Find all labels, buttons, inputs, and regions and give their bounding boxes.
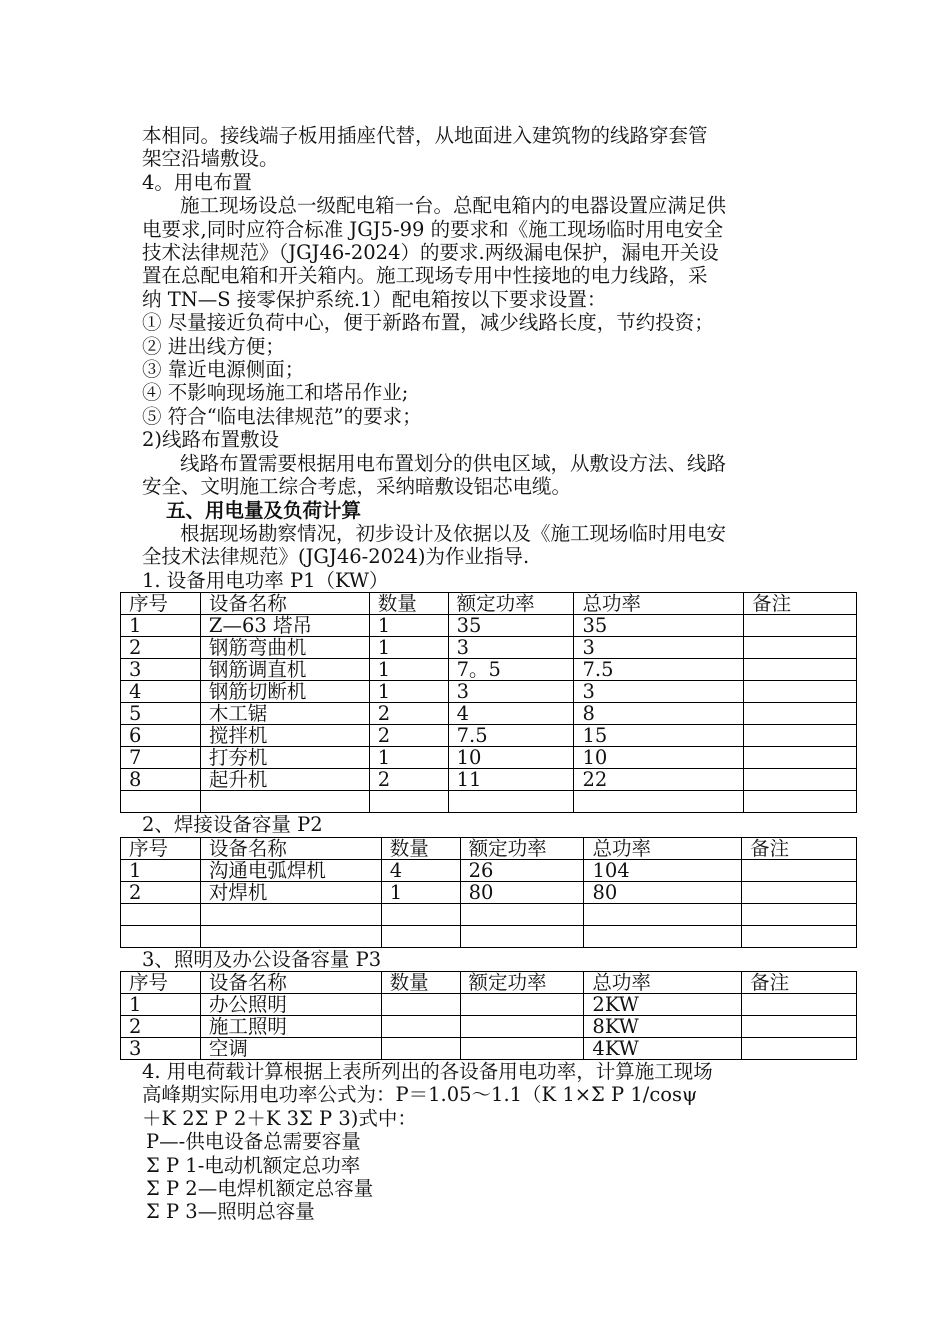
cell: 7.5 bbox=[574, 659, 744, 681]
cell: 11 bbox=[448, 769, 574, 791]
cell bbox=[381, 903, 460, 925]
document-page bbox=[129, 124, 822, 1224]
list-item: ⑤ 符合“临电法律规范”的要求； bbox=[142, 404, 422, 428]
paragraph-line: 技术法律规范》（JGJ46-2024）的要求.两级漏电保护，漏电开关设 bbox=[142, 241, 719, 265]
header-cell: 数量 bbox=[369, 593, 448, 615]
cell bbox=[200, 925, 381, 947]
cell: 6 bbox=[121, 725, 201, 747]
cell: 2 bbox=[121, 637, 201, 659]
cell bbox=[460, 903, 584, 925]
table3-caption: 3、照明及办公设备容量 P3 bbox=[142, 947, 382, 971]
cell: 3 bbox=[448, 681, 574, 703]
cell: 35 bbox=[448, 615, 574, 637]
cell bbox=[381, 993, 460, 1015]
header-cell: 序号 bbox=[121, 593, 201, 615]
list-item: ③ 靠近电源侧面； bbox=[142, 358, 305, 382]
cell: 木工锯 bbox=[200, 703, 369, 725]
cell bbox=[744, 703, 857, 725]
cell: 15 bbox=[574, 725, 744, 747]
cell: 4 bbox=[381, 859, 460, 881]
cell: 8KW bbox=[584, 1015, 742, 1037]
cell bbox=[744, 637, 857, 659]
header-cell: 序号 bbox=[121, 971, 201, 993]
cell: 4 bbox=[121, 681, 201, 703]
table-header-row bbox=[121, 971, 857, 993]
paragraph-line: 本相同。接线端子板用插座代替，从地面进入建筑物的线路穿套管 bbox=[142, 124, 708, 147]
cell: 3 bbox=[574, 637, 744, 659]
header-cell: 数量 bbox=[381, 971, 460, 993]
paragraph-line: 线路布置需要根据用电布置划分的供电区域，从敷设方法、线路 bbox=[180, 451, 727, 475]
header-cell: 额定功率 bbox=[448, 593, 574, 615]
paragraph-line: 全技术法律规范》(JGJ46-2024)为作业指导. bbox=[142, 545, 530, 569]
cell: 钢筋切断机 bbox=[200, 681, 369, 703]
cell: 1 bbox=[369, 681, 448, 703]
cell bbox=[744, 659, 857, 681]
cell: 2 bbox=[369, 725, 448, 747]
table-row bbox=[121, 859, 857, 881]
cell: 5 bbox=[121, 703, 201, 725]
table-row bbox=[121, 1015, 857, 1037]
cell: 起升机 bbox=[200, 769, 369, 791]
cell: 钢筋调直机 bbox=[200, 659, 369, 681]
cell bbox=[742, 859, 857, 881]
paragraph-line: 安全、文明施工综合考虑，采纳暗敷设铝芯电缆。 bbox=[142, 475, 572, 499]
list-item: ④ 不影响现场施工和塔吊作业; bbox=[142, 381, 409, 405]
cell: 26 bbox=[460, 859, 584, 881]
paragraph-line: 施工现场设总一级配电箱一台。总配电箱内的电器设置应满足供 bbox=[180, 194, 727, 218]
cell: 1 bbox=[369, 659, 448, 681]
header-cell: 设备名称 bbox=[200, 593, 369, 615]
cell bbox=[744, 681, 857, 703]
table-row bbox=[121, 747, 857, 769]
cell: 7 bbox=[121, 747, 201, 769]
paragraph-line: ＋K 2Σ P 2＋K 3Σ P 3)式中： bbox=[142, 1106, 417, 1130]
cell: 办公照明 bbox=[200, 993, 381, 1015]
cell: 35 bbox=[574, 615, 744, 637]
cell: 2KW bbox=[584, 993, 742, 1015]
cell: 3 bbox=[121, 1037, 201, 1059]
cell: 3 bbox=[448, 637, 574, 659]
header-cell: 设备名称 bbox=[200, 837, 381, 859]
cell bbox=[742, 1015, 857, 1037]
paragraph-line: 架空沿墙敷设。 bbox=[142, 147, 279, 171]
cell: 搅拌机 bbox=[200, 725, 369, 747]
cell bbox=[744, 615, 857, 637]
definition-line: P—-供电设备总需要容量 bbox=[146, 1130, 361, 1154]
table-row bbox=[121, 703, 857, 725]
cell: 8 bbox=[574, 703, 744, 725]
cell bbox=[460, 1037, 584, 1059]
cell: 4KW bbox=[584, 1037, 742, 1059]
paragraph-line: 置在总配电箱和开关箱内。施工现场专用中性接地的电力线路，采 bbox=[142, 264, 708, 288]
cell: 8 bbox=[121, 769, 201, 791]
cell: 钢筋弯曲机 bbox=[200, 637, 369, 659]
table3 bbox=[120, 971, 857, 1060]
table-row bbox=[121, 1037, 857, 1059]
table-row bbox=[121, 725, 857, 747]
paragraph-line: 根据现场勘察情况，初步设计及依据以及《施工现场临时用电安 bbox=[180, 521, 727, 545]
cell: 1 bbox=[121, 993, 201, 1015]
cell: 3 bbox=[574, 681, 744, 703]
chapter-heading: 五、用电量及负荷计算 bbox=[166, 498, 362, 522]
cell: 施工照明 bbox=[200, 1015, 381, 1037]
section-heading: 4。用电布置 bbox=[142, 170, 252, 194]
cell bbox=[744, 769, 857, 791]
cell bbox=[742, 925, 857, 947]
cell bbox=[200, 791, 369, 813]
header-cell: 总功率 bbox=[574, 593, 744, 615]
definition-line: Σ P 3—照明总容量 bbox=[146, 1200, 315, 1224]
table-row bbox=[121, 615, 857, 637]
cell: 3 bbox=[121, 659, 201, 681]
cell: 1 bbox=[381, 881, 460, 903]
cell bbox=[381, 1037, 460, 1059]
cell bbox=[744, 747, 857, 769]
cell: 1 bbox=[121, 615, 201, 637]
header-cell: 数量 bbox=[381, 837, 460, 859]
table-row bbox=[121, 659, 857, 681]
cell: 1 bbox=[369, 747, 448, 769]
cell bbox=[460, 993, 584, 1015]
table-row bbox=[121, 903, 857, 925]
cell: 空调 bbox=[200, 1037, 381, 1059]
cell: Z—63 塔吊 bbox=[200, 615, 369, 637]
definition-line: Σ P 2—电焊机额定总容量 bbox=[146, 1176, 374, 1200]
cell bbox=[584, 903, 742, 925]
table1-caption: 1. 设备用电功率 P1（KW） bbox=[142, 568, 389, 592]
paragraph-line: 电要求,同时应符合标准 JGJ5-99 的要求和《施工现场临时用电安全 bbox=[142, 217, 724, 241]
cell bbox=[742, 903, 857, 925]
table-row bbox=[121, 637, 857, 659]
cell bbox=[121, 903, 201, 925]
table-row bbox=[121, 791, 857, 813]
cell: 1 bbox=[121, 859, 201, 881]
cell: 沟通电弧焊机 bbox=[200, 859, 381, 881]
cell bbox=[742, 993, 857, 1015]
cell bbox=[381, 925, 460, 947]
cell: 7.5 bbox=[448, 725, 574, 747]
header-cell: 备注 bbox=[742, 837, 857, 859]
paragraph-line: 高峰期实际用电功率公式为：P＝1.05～1.1（K 1×Σ P 1/cosψ bbox=[142, 1083, 698, 1107]
cell bbox=[744, 725, 857, 747]
list-item: ① 尽量接近负荷中心，便于新路布置，减少线路长度，节约投资； bbox=[142, 311, 714, 335]
header-cell: 设备名称 bbox=[200, 971, 381, 993]
table-row bbox=[121, 925, 857, 947]
table-row bbox=[121, 993, 857, 1015]
section-heading: 2)线路布置敷设 bbox=[142, 428, 280, 452]
cell bbox=[121, 925, 201, 947]
cell bbox=[200, 903, 381, 925]
cell: 10 bbox=[574, 747, 744, 769]
table2-caption: 2、焊接设备容量 P2 bbox=[142, 813, 323, 837]
cell bbox=[460, 925, 584, 947]
cell: 4 bbox=[448, 703, 574, 725]
table-row bbox=[121, 681, 857, 703]
cell bbox=[121, 791, 201, 813]
cell: 打夯机 bbox=[200, 747, 369, 769]
cell: 1 bbox=[369, 615, 448, 637]
cell bbox=[369, 791, 448, 813]
paragraph-line: 纳 TN—S 接零保护系统.1）配电箱按以下要求设置： bbox=[142, 287, 607, 311]
list-item: ② 进出线方便； bbox=[142, 334, 285, 358]
cell: 10 bbox=[448, 747, 574, 769]
cell: 104 bbox=[584, 859, 742, 881]
header-cell: 额定功率 bbox=[460, 971, 584, 993]
header-cell: 额定功率 bbox=[460, 837, 584, 859]
header-cell: 序号 bbox=[121, 837, 201, 859]
header-cell: 备注 bbox=[744, 593, 857, 615]
cell: 对焊机 bbox=[200, 881, 381, 903]
cell bbox=[584, 925, 742, 947]
cell bbox=[744, 791, 857, 813]
table-row bbox=[121, 769, 857, 791]
cell bbox=[742, 1037, 857, 1059]
cell bbox=[460, 1015, 584, 1037]
header-cell: 备注 bbox=[742, 971, 857, 993]
cell: 2 bbox=[369, 769, 448, 791]
cell: 2 bbox=[121, 881, 201, 903]
cell bbox=[742, 881, 857, 903]
cell: 2 bbox=[369, 703, 448, 725]
cell bbox=[448, 791, 574, 813]
header-cell: 总功率 bbox=[584, 971, 742, 993]
cell: 7。5 bbox=[448, 659, 574, 681]
table1 bbox=[120, 592, 857, 813]
cell: 2 bbox=[121, 1015, 201, 1037]
paragraph-line: 4. 用电荷载计算根据上表所列出的各设备用电功率，计算施工现场 bbox=[142, 1059, 713, 1083]
table-header-row bbox=[121, 837, 857, 859]
cell bbox=[574, 791, 744, 813]
cell: 1 bbox=[369, 637, 448, 659]
table-header-row bbox=[121, 593, 857, 615]
cell: 80 bbox=[460, 881, 584, 903]
table2 bbox=[120, 837, 857, 948]
cell: 80 bbox=[584, 881, 742, 903]
table-row bbox=[121, 881, 857, 903]
definition-line: Σ P 1-电动机额定总功率 bbox=[146, 1153, 361, 1177]
cell: 22 bbox=[574, 769, 744, 791]
cell bbox=[381, 1015, 460, 1037]
header-cell: 总功率 bbox=[584, 837, 742, 859]
